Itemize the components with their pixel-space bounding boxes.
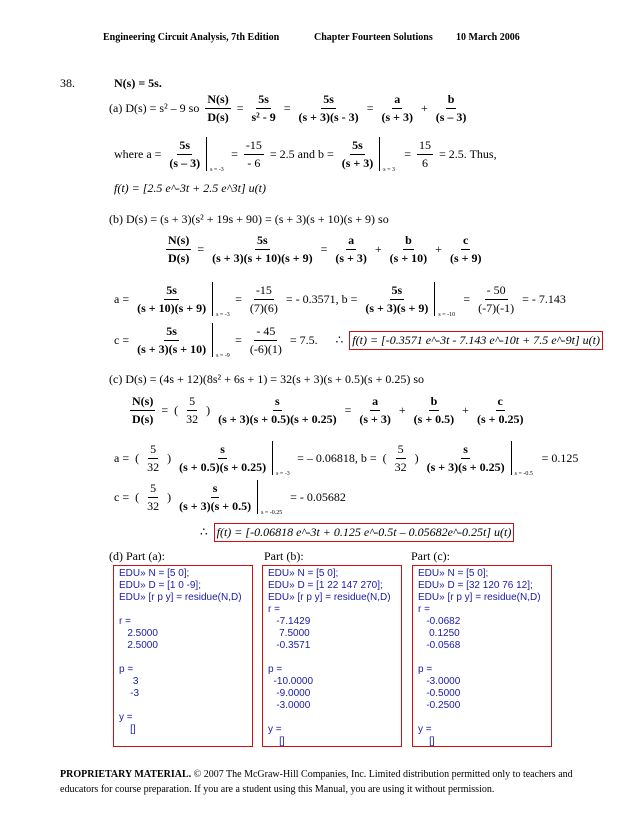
coef-fraction: $\frac{5}{32}$	[147, 441, 160, 474]
residue-frac: $\frac{s}{(s + 0.5)(s + 0.25)}$	[179, 441, 267, 474]
matlab-line: EDU» [r p y] = residue(N,D)	[119, 592, 242, 603]
eval-bar: s = -9	[212, 323, 213, 357]
matlab-line: EDU» [r p y] = residue(N,D)	[268, 592, 391, 603]
matlab-output-b	[262, 565, 402, 747]
matlab-line: -3.0000	[418, 676, 461, 687]
matlab-line: EDU» D = [1 0 -9];	[119, 580, 201, 591]
residue-frac: $\frac{5s}{(s + 3)(s + 10)}$	[137, 323, 207, 356]
result-c-line	[200, 523, 514, 542]
matlab-line: y =	[418, 724, 432, 735]
eval-bar: s = -3	[272, 441, 273, 475]
matlab-line: r =	[268, 604, 280, 615]
matlab-line: p =	[268, 664, 283, 675]
header-chapter: Chapter Fourteen Solutions	[314, 32, 433, 43]
header-book-title: Engineering Circuit Analysis, 7th Edition	[103, 32, 280, 43]
matlab-line: -3.0000	[268, 700, 311, 711]
residue-value: $\frac{- 45}{(-6)(1)}$	[249, 323, 282, 356]
coef-fraction: $\frac{5}{32}$	[394, 441, 407, 474]
matlab-line: -0.5000	[418, 688, 461, 699]
matlab-line: 2.5000	[119, 628, 158, 639]
footer-text: © 2007 The McGraw-Hill Companies, Inc. Limited distribution permitted only to teachers and educators for course preparation. If you are a student using this Manual, you are using it without permission.	[60, 769, 573, 795]
fraction-2: $\frac{5s}{(s + 3)(s - 3)}$	[298, 92, 359, 124]
fraction-c: $\frac{s}{(s + 3)(s + 0.5)(s + 0.25)}$	[218, 394, 337, 426]
part-a-expression: (a) D(s) = s² – 9 so $\frac{N(s)}{D(s)}$ = $\frac{5s}{\text{s² - 9}}$ = $\frac{5s}{(s + 3)(s - 3)}$ = $\frac{a}{(s + 3)}$ + $\frac{b}{(s - 3)}$	[109, 92, 467, 124]
footer-bold: PROPRIETARY MATERIAL.	[60, 769, 192, 780]
residue-value: $\frac{-15}{(7)(6)}$	[249, 282, 278, 315]
matlab-line: []	[268, 736, 285, 747]
coef-fraction: $\frac{5}{32}$	[147, 480, 160, 513]
matlab-line: -7.1429	[268, 616, 311, 627]
result-a: f(t) = [2.5 e^-3t + 2.5 e^3t] u(t)	[114, 181, 266, 195]
matlab-line: EDU» [r p y] = residue(N,D)	[418, 592, 541, 603]
matlab-line: -0.2500	[418, 700, 461, 711]
problem-given: N(s) = 5s.	[114, 76, 162, 90]
eval-bar: s = -0.5	[511, 441, 512, 475]
header-date: 10 March 2006	[456, 32, 520, 43]
part-c-expression: $\frac{N(s)}{D(s)}$ = ( $\frac{5}{32}$ ) $\frac{s}{(s + 3)(s + 0.5)(s + 0.25)}$ = $\frac{a}{(s + 3)}$ + $\frac{b}{(s + 0.5)}$ + $\frac{c}{(s + 0.25)}$	[132, 394, 524, 426]
ratio-fraction: $\frac{N(s)}{D(s)}$	[207, 92, 229, 124]
residue-a-value: $\frac{-15}{- 6}$	[245, 137, 262, 170]
residue-b-result: = 2.5. Thus,	[439, 146, 497, 161]
partial-a: $\frac{a}{(s + 3)}$	[381, 92, 413, 124]
partial-b: $\frac{b}{(s + 10)}$	[389, 233, 428, 265]
residue-result: = 7.5.	[289, 332, 318, 347]
residue-result: = - 0.05682	[290, 489, 346, 504]
partial-a: $\frac{a}{(s + 3)}$	[335, 233, 367, 265]
matlab-line: p =	[418, 664, 433, 675]
matlab-line: y =	[119, 712, 133, 723]
therefore-symbol: ∴	[335, 332, 344, 347]
eval-bar: s = -3	[212, 282, 213, 316]
part-c-label: Part (c):	[411, 549, 450, 563]
eval-bar: s = -3	[206, 137, 207, 171]
part-d-label: (d) Part (a):	[109, 549, 165, 563]
matlab-line: EDU» N = [5 0];	[119, 568, 190, 579]
footer-notice	[60, 767, 580, 797]
partial-c: $\frac{c}{(s + 9)}$	[449, 233, 482, 265]
part-b-line: (b) D(s) = (s + 3)(s² + 19s + 90) = (s + 3)(s + 10)(s + 9) so	[109, 212, 389, 226]
matlab-line	[119, 652, 247, 664]
matlab-line	[119, 700, 247, 712]
eval-bar: s = -0.25	[257, 480, 258, 514]
partial-b: $\frac{b}{(s + 0.5)}$	[413, 394, 455, 426]
eval-bar: s = -10	[434, 282, 435, 316]
matlab-line: EDU» N = [5 0];	[418, 568, 489, 579]
matlab-line: 7.5000	[268, 628, 310, 639]
residue-result: = – 0.06818, b =	[297, 450, 377, 465]
part-b-residue-c: c = $\frac{5s}{(s + 3)(s + 10)}$ s = -9 = $\frac{- 45}{(-6)(1)}$ = 7.5. ∴ f(t) = [-0.3571 e^-3t - 7.143 e^-10t + 7.5 e^-9t] u(t)	[114, 323, 603, 357]
part-c-line: (c) D(s) = (4s + 12)(8s² + 6s + 1) = 32(s + 3)(s + 0.5)(s + 0.25) so	[109, 372, 425, 386]
residue-b-value: $\frac{15}{6}$	[419, 137, 432, 170]
result-b: f(t) = [-0.3571 e^-3t - 7.143 e^-10t + 7.5 e^-9t] u(t)	[349, 331, 603, 350]
matlab-line: EDU» D = [1 22 147 270];	[268, 580, 383, 591]
partial-a: $\frac{a}{(s + 3)}$	[359, 394, 391, 426]
residue-b-frac: $\frac{5s}{(s + 3)}$	[341, 137, 374, 170]
matlab-line: EDU» N = [5 0];	[268, 568, 339, 579]
residue-frac: $\frac{5s}{(s + 3)(s + 9)}$	[365, 282, 429, 315]
matlab-line	[119, 604, 247, 616]
matlab-line: -3	[119, 688, 140, 699]
matlab-line: -10.0000	[268, 676, 314, 687]
matlab-line: 0.1250	[418, 628, 460, 639]
matlab-line: EDU» D = [32 120 76 12];	[418, 580, 533, 591]
residue-frac: $\frac{s}{(s + 3)(s + 0.5)}$	[179, 480, 252, 513]
matlab-line: -0.0682	[418, 616, 461, 627]
fraction-1: $\frac{5s}{\text{s² - 9}}$	[251, 92, 276, 124]
matlab-line: 3	[119, 676, 139, 687]
ratio-fraction: $\frac{N(s)}{D(s)}$	[132, 394, 154, 426]
matlab-line	[418, 652, 546, 664]
matlab-line	[268, 712, 396, 724]
part-b-label: Part (b):	[264, 549, 304, 563]
residue-result: = - 0.3571, b =	[285, 291, 358, 306]
part-a-line: (a) D(s) = s² – 9 so	[109, 101, 200, 115]
matlab-output-a	[113, 565, 253, 747]
residue-result: = - 7.143	[522, 291, 566, 306]
problem-number: 38.	[60, 76, 75, 90]
part-b-residues-ab: a = $\frac{5s}{(s + 10)(s + 9)}$ s = -3 = $\frac{-15}{(7)(6)}$ = - 0.3571, b = $\frac{5s}{(s + 3)(s + 9)}$ s = -10 = $\frac{- 50}{(-7)(-1)}$ = - 7.143	[114, 282, 566, 318]
part-b-expression: $\frac{N(s)}{D(s)}$ = $\frac{5s}{(s + 3)(s + 10)(s + 9)}$ = $\frac{a}{(s + 3)}$ + $\frac{b}{(s + 10)}$ + $\frac{c}{(s + 9)}$	[168, 233, 482, 265]
matlab-line: -9.0000	[268, 688, 311, 699]
ratio-fraction: $\frac{N(s)}{D(s)}$	[168, 233, 190, 265]
matlab-line: r =	[119, 616, 131, 627]
part-c-residue-c: c = ( $\frac{5}{32}$ ) $\frac{s}{(s + 3)(s + 0.5)}$ s = -0.25 = - 0.05682	[114, 480, 346, 516]
matlab-line: p =	[119, 664, 134, 675]
matlab-line: y =	[268, 724, 282, 735]
residue-frac: $\frac{5s}{(s + 10)(s + 9)}$	[137, 282, 207, 315]
result-c: f(t) = [-0.06818 e^-3t + 0.125 e^-0.5t – 0.05682e^-0.25t] u(t)	[214, 523, 515, 542]
matlab-line	[418, 712, 546, 724]
where-label: where a =	[114, 146, 162, 161]
matlab-line	[268, 652, 396, 664]
matlab-line: -0.3571	[268, 640, 311, 651]
residue-frac: $\frac{s}{(s + 3)(s + 0.25)}$	[426, 441, 505, 474]
matlab-line: r =	[418, 604, 430, 615]
residue-a-result: = 2.5 and b =	[269, 146, 334, 161]
residue-a-line: where a = $\frac{5s}{(s - 3)}$ s = -3 = $\frac{-15}{- 6}$ = 2.5 and b = $\frac{5s}{(s + 3)}$ s = 3 = $\frac{15}{6}$ = 2.5. Thus,	[114, 137, 497, 173]
matlab-line: 2.5000	[119, 640, 158, 651]
matlab-line: []	[418, 736, 435, 747]
eval-bar: s = 3	[379, 137, 380, 171]
matlab-line: []	[119, 724, 136, 735]
residue-result: = 0.125	[541, 450, 579, 465]
matlab-line: -0.0568	[418, 640, 461, 651]
partial-c: $\frac{c}{(s + 0.25)}$	[476, 394, 524, 426]
part-c-residues-ab: a = ( $\frac{5}{32}$ ) $\frac{s}{(s + 0.5)(s + 0.25)}$ s = -3 = – 0.06818, b = ( $\frac{5}{32}$ ) $\frac{s}{(s + 3)(s + 0.25)}$ s = -0.5 = 0.125	[114, 441, 579, 477]
coef-fraction: $\frac{5}{32}$	[186, 394, 199, 426]
partial-b: $\frac{b}{(s - 3)}$	[435, 92, 467, 124]
residue-a-frac: $\frac{5s}{(s - 3)}$	[169, 137, 201, 170]
residue-value: $\frac{- 50}{(-7)(-1)}$	[478, 282, 515, 315]
fraction-b: $\frac{5s}{(s + 3)(s + 10)(s + 9)}$	[212, 233, 313, 265]
matlab-output-c	[412, 565, 552, 747]
therefore-symbol: ∴	[200, 525, 208, 539]
